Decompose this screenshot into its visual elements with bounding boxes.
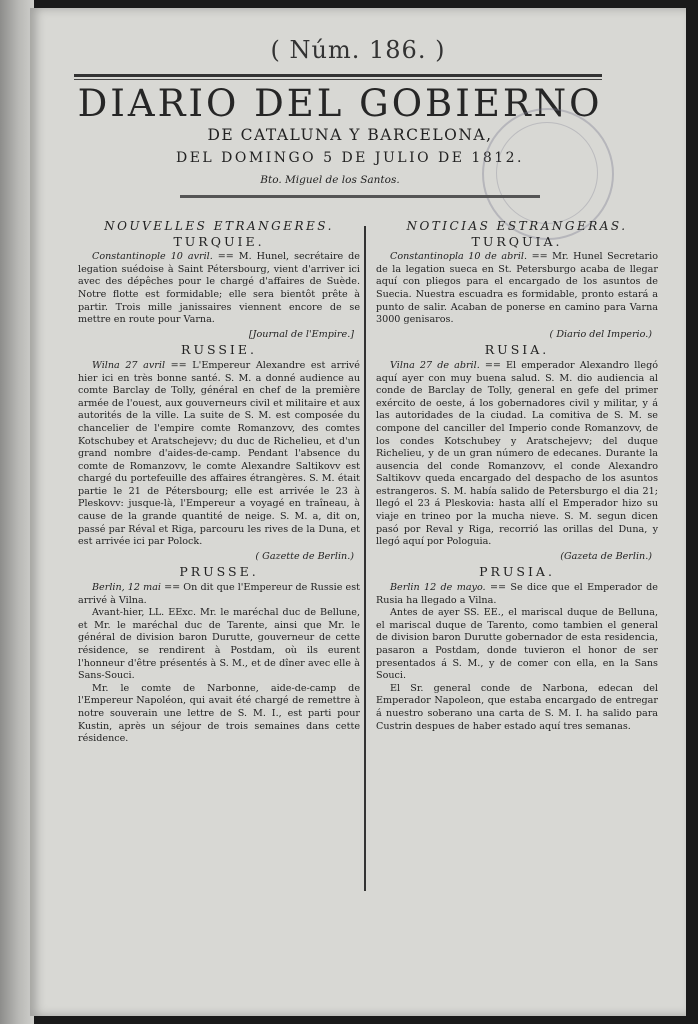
article-paragraph: Mr. le comte de Narbonne, aide-de-camp de l'Empereur Napoléon, qui avait été chargé de remettre à notre souverain une lettre de S. M. I., est parti pour Kustin, après un séjour de trois semaines dans cette résidence. [78, 682, 360, 745]
article-paragraph: Antes de ayer SS. EE., el mariscal duque de Belluna, el mariscal duque de Tarento, como tambien el general de division baron Durutte gobernador de esta residencia, pasaron a Postdam, donde tuvieron el honor de ser presentados á S. M., y de comer con ella, en la Sans Souci. [376, 607, 658, 682]
country-heading: TURQUIA. [471, 233, 563, 249]
article-paragraph: Constantinopla 10 de abril. == Mr. Hunel Secretario de la legation sueca en St. Petersburgo acaba de llegar aquí con pliegos para el encargado de los asuntos de Suecia. Nuestra escuadra es formidable, pronto estará a punto de salir. Acaban de ponerse en camino para Varna 3000 genisaros. [376, 251, 658, 326]
article-source: ( Diario del Imperio.) [549, 328, 652, 340]
country-heading: RUSIA. [484, 342, 550, 358]
country-heading: PRUSIA. [479, 564, 555, 580]
french-column [78, 220, 360, 746]
column-divider [364, 226, 366, 891]
article-paragraph: Vilna 27 de abril. == El emperador Alexandro llegó aquí ayer con muy buena salud. S. M. dio audiencia al conde de Barclay de Tolly, general en gefe del primer exército de oeste, á los gobernadores civil y militar, y á las autoridades de la ciudad. La comitiva de S. M. se compone del canciller del Imperio conde Romanzovv, de los condes Kotschubey y Aratschejevv; del duque Richelieu, y de un gran número de edecanes. Durante la ausencia del conde Romanzovv, el conde Alexandro Saltikovv queda encargado del despacho de los asuntos estrangeros. S. M. había salido de Petersburgo el dia 21; llegó el 23 á Pleskovia: hasta allí el Emperador hizo su viaje en trineo por la mucha nieve. S. M. segun dicen pasó por Reval y Riga, recorrió las orillas del Duna, y llegó aquí por Pologuia. [376, 359, 659, 548]
country-heading: PRUSSE. [179, 564, 259, 580]
masthead-subtitle: DE CATALUNA Y BARCELONA, [207, 126, 493, 144]
country-heading: RUSSIE. [181, 342, 257, 358]
article-source: ( Gazette de Berlin.) [255, 550, 354, 562]
masthead-title: DIARIO DEL GOBIERNO [77, 82, 603, 125]
section-title: NOTICIAS ESTRANGERAS. [406, 219, 628, 233]
article-paragraph: El Sr. general conde de Narbona, edecan del Emperador Napoleon, que estaba encargado de entregar á nuestro soberano una carta de S. M. I. ha salido para Custrin despues de haber estado aquí tres semanas. [376, 682, 658, 732]
article-paragraph: Berlin, 12 mai == On dit que l'Empereur de Russie est arrivé à Vilna. [78, 582, 360, 606]
book-spine [0, 0, 34, 1024]
header-rule-top-thin [74, 79, 602, 80]
date-line: DEL DOMINGO 5 DE JULIO DE 1812. [175, 150, 524, 166]
article-paragraph: Wilna 27 avril == L'Empereur Alexandre est arrivé hier ici en très bonne santé. S. M. a donné audience au comte Barclay de Tolly, général en chef de la première armée de l'ouest, aux gouverneurs civil et militaire et aux autorités de la ville. La suite de S. M. est composée du chancelier de l'empire comte Romanzovv, des comtes Kotschubey et Aratschejevv; du duc de Richelieu, et d'un grand nombre d'aides-de-camp. Pendant l'absence du comte de Romanzovv, le comte Alexandre Saltikovv est chargé du portefeuille des affaires étrangères. S. M. était partie le 21 de Pétersbourg; elle est arrivée le 23 à Pleskovv: jusque-là, l'Empereur a voyagé en traîneau, à cause de la grande quantité de neige. S. M. a, dit on, passé par Réval et Riga, parcouru les rives de la Duna, et est arrivée ici par Polock. [78, 359, 360, 548]
spanish-column [376, 220, 658, 733]
header-rule-top [74, 74, 602, 77]
saint-of-day: Bto. Miguel de los Santos. [260, 174, 400, 186]
article-source: [Journal de l'Empire.] [248, 328, 354, 340]
issue-number: ( Núm. 186. ) [270, 36, 446, 64]
article-source: (Gazeta de Berlin.) [560, 550, 652, 562]
article-paragraph: Avant-hier, LL. EExc. Mr. le maréchal duc de Bellune, et Mr. le maréchal duc de Tarente, ainsi que Mr. le général de division baron Durutte, gouverneur de cette résidence, se rendirent à Postdam, où ils eurent l'honneur d'être présentés à S. M., et de dîner avec elle à Sans-Souci. [78, 607, 360, 682]
section-title: NOUVELLES ETRANGERES. [104, 219, 334, 233]
article-paragraph: Constantinople 10 avril. == M. Hunel, secrétaire de legation suédoise à Saint Pétersbourg, vient d'arriver ici avec des dépêches pour le chargé d'affaires de Suède. Notre flotte est formidable; elle sera bientôt prête à partir. Trois mille janissaires viennent encore de se mettre en route pour Varna. [78, 251, 360, 326]
header-ornament-rule [180, 195, 540, 198]
article-paragraph: Berlin 12 de mayo. == Se dice que el Emperador de Rusia ha llegado a Vilna. [376, 582, 658, 606]
newspaper-page [30, 8, 686, 1016]
country-heading: TURQUIE. [173, 233, 265, 249]
